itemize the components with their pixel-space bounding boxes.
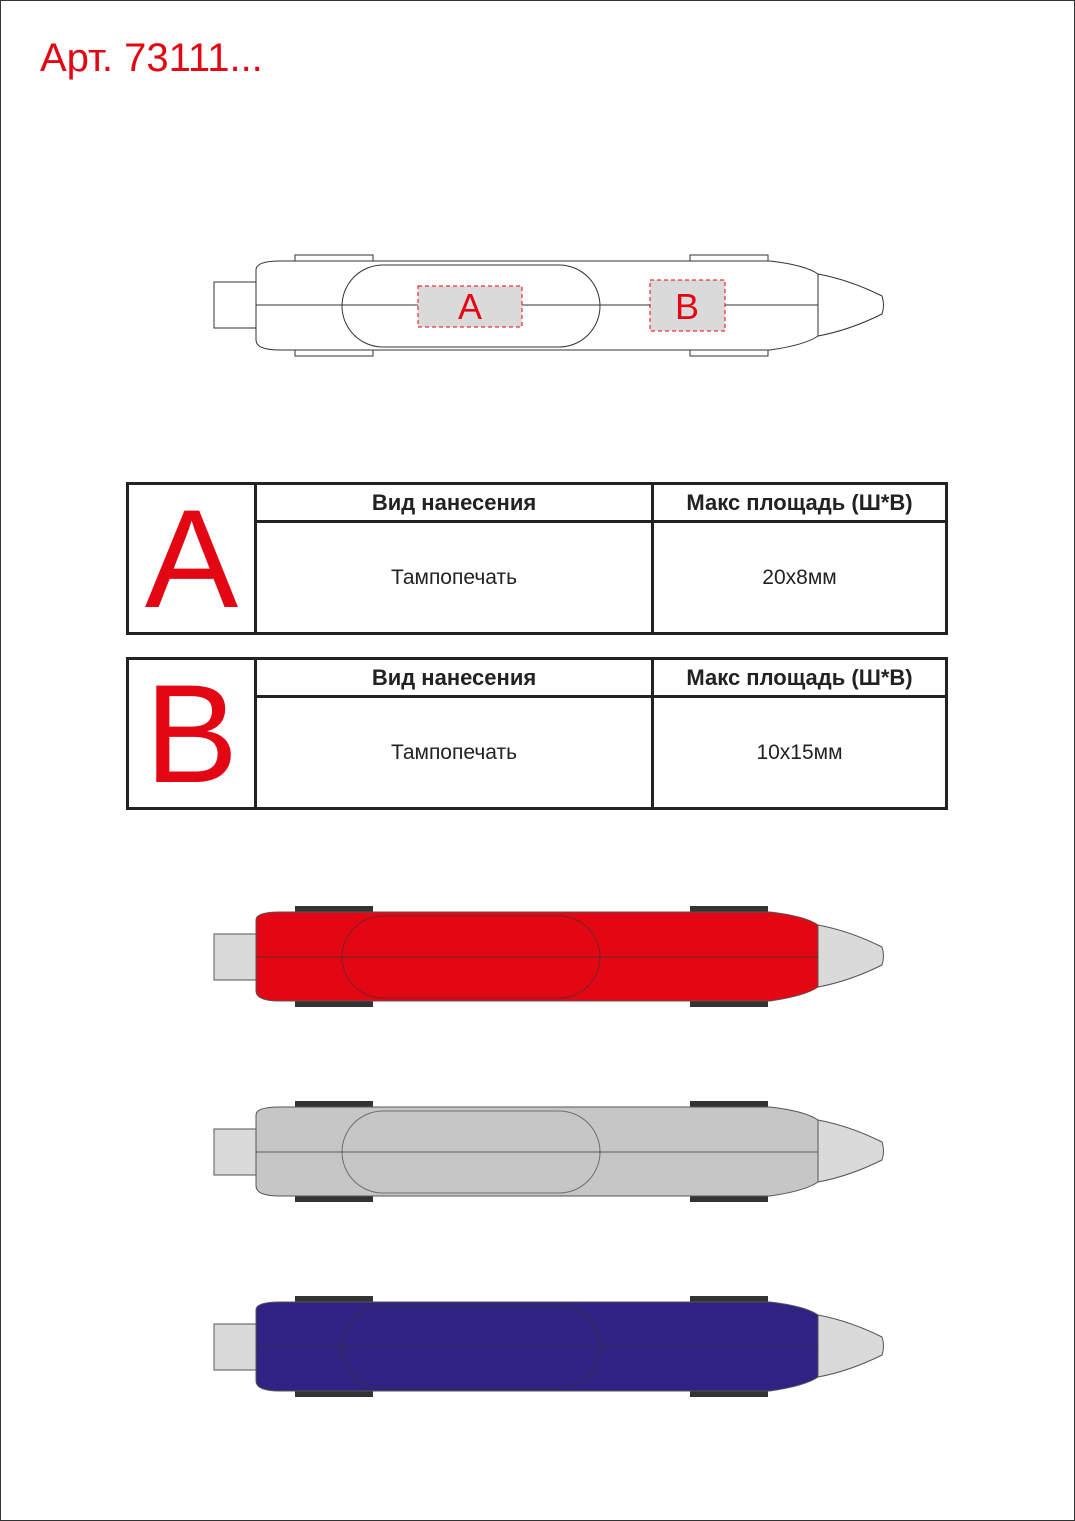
pen-clip-bottom-left [295, 1196, 373, 1202]
print-zone-a-label: A [457, 286, 483, 327]
pen-clip-bottom-right [690, 1391, 768, 1397]
pen-variant-blue [0, 1290, 1075, 1420]
column-header-method: Вид нанесения [257, 485, 654, 523]
pen-clip-top-right [690, 1296, 768, 1302]
pen-button [214, 1129, 256, 1175]
pen-variant-grey [0, 1095, 1075, 1225]
pen-clip-top-left [295, 1101, 373, 1107]
pen-clip-bottom-left [295, 350, 373, 356]
column-header-max-area: Макс площадь (Ш*В) [654, 485, 945, 523]
pen-variant-red [0, 900, 1075, 1030]
spec-table-a [126, 482, 948, 635]
pen-clip-top-right [690, 906, 768, 912]
max-area-value: 10х15мм [756, 740, 843, 764]
pen-button [214, 934, 256, 980]
pen-clip-top-left [295, 906, 373, 912]
pen-clip-bottom-left [295, 1001, 373, 1007]
max-area-value: 20х8мм [762, 565, 837, 589]
spec-letter: B [129, 660, 257, 807]
pen-clip-top-right [690, 1101, 768, 1107]
method-value: Тампопечать [257, 698, 654, 807]
article-title: Арт. 73111... [40, 36, 263, 80]
spec-letter: A [129, 485, 257, 632]
pen-clip-top-left [295, 255, 373, 261]
pen-clip-bottom-right [690, 350, 768, 356]
pen-clip-bottom-left [295, 1391, 373, 1397]
pen-clip-top-right [690, 255, 768, 261]
column-header-method: Вид нанесения [257, 660, 654, 698]
pen-clip-bottom-right [690, 1196, 768, 1202]
pen-tip [818, 1315, 884, 1377]
pen-clip-bottom-right [690, 1001, 768, 1007]
column-header-max-area: Макс площадь (Ш*В) [654, 660, 945, 698]
print-zone-b-label: B [674, 286, 700, 327]
spec-table-b [126, 657, 948, 810]
pen-tip [818, 925, 884, 987]
pen-tip [818, 1120, 884, 1182]
method-value: Тампопечать [257, 523, 654, 632]
pen-button [214, 282, 256, 328]
pen-outline-diagram [0, 240, 1075, 370]
pen-clip-top-left [295, 1296, 373, 1302]
pen-button [214, 1324, 256, 1370]
pen-tip [818, 274, 884, 336]
